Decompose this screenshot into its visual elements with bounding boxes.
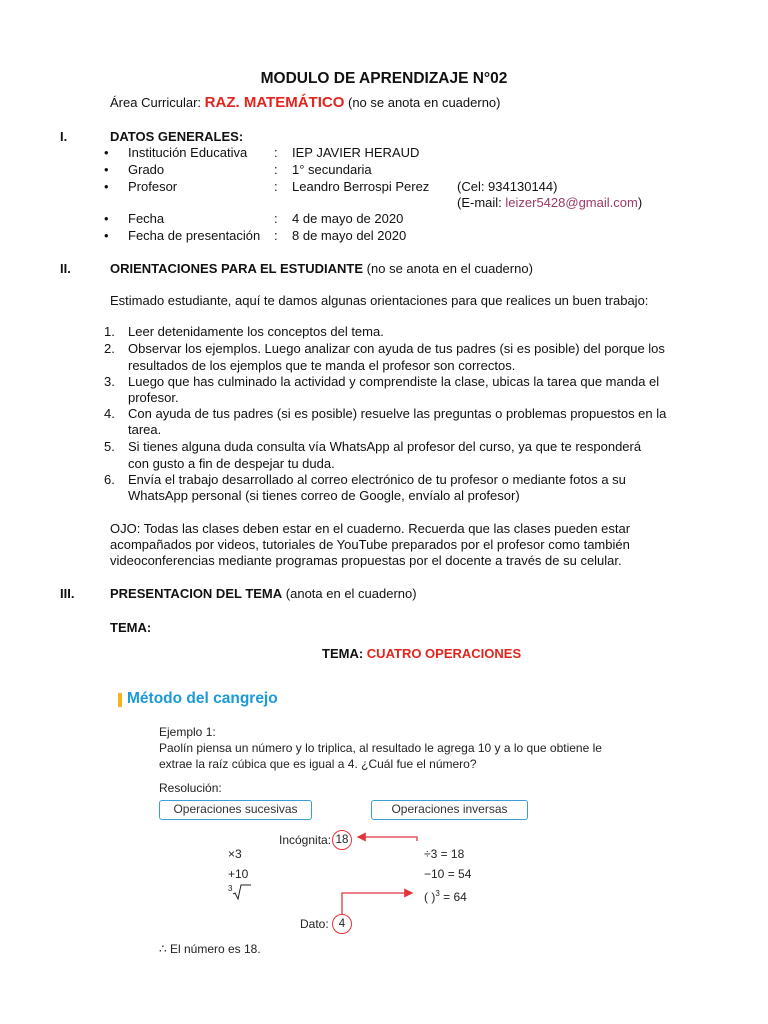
bullet: •	[104, 162, 109, 177]
item-text: Envía el trabajo desarrollado al correo electrónico de tu profesor o mediante fotos a su	[128, 472, 626, 487]
label-grado: Grado	[128, 162, 165, 177]
area-note: (no se anota en cuaderno)	[347, 95, 501, 110]
incognita-value: 18	[332, 830, 352, 850]
item-number: 6.	[104, 472, 115, 487]
colon: :	[274, 162, 278, 177]
label-fecha-presentacion: Fecha de presentación	[128, 228, 261, 243]
value-grado: 1° secundaria	[292, 162, 372, 177]
value-fecha-presentacion: 8 de mayo del 2020	[292, 228, 407, 243]
op-left-times3: ×3	[228, 847, 242, 861]
section-1-number: I.	[60, 129, 68, 144]
item-number: 1.	[104, 324, 115, 339]
method-title: Método del cangrejo	[127, 690, 278, 707]
section-2-heading-note: (no se anota en el cuaderno)	[366, 261, 533, 276]
tema-value: CUATRO OPERACIONES	[366, 646, 522, 661]
intro-text: Estimado estudiante, aquí te damos algunas orientaciones para que realices un buen trabajo:	[110, 293, 649, 308]
bullet: •	[104, 179, 109, 194]
problem-line-1: Paolín piensa un número y lo triplica, al resultado le agrega 10 y a lo que obtiene le	[159, 741, 602, 755]
item-text-cont: WhatsApp personal (si tienes correo de Google, envíalo al profesor)	[128, 488, 520, 503]
label-profesor: Profesor	[128, 179, 178, 194]
tema-center-label: TEMA:	[322, 646, 364, 661]
area-label: Área Curricular:	[110, 95, 202, 110]
ojo-line-2: acompañados por videos, tutoriales de YouTube preparados por el profesor como también	[110, 537, 630, 552]
section-2-number: II.	[60, 261, 71, 276]
item-number: 2.	[104, 341, 115, 356]
section-3-heading-note: (anota en el cuaderno)	[285, 586, 417, 601]
area-value: RAZ. MATEMÁTICO	[204, 94, 345, 111]
item-number: 3.	[104, 374, 115, 389]
item-text-cont: resultados de los ejemplos que te manda el profesor son correctos.	[128, 358, 516, 373]
tema-label: TEMA:	[110, 620, 152, 635]
arrow-to-incognita	[358, 837, 417, 841]
op-right-minus10: −10 = 54	[424, 867, 472, 881]
cube-root-index: 3	[228, 884, 233, 893]
colon: :	[274, 211, 278, 226]
conclusion-text: ∴ El número es 18.	[159, 942, 261, 956]
item-text-cont: tarea.	[128, 422, 162, 437]
item-text: Con ayuda de tus padres (si es posible) resuelve las preguntas o problemas propuestos en la	[128, 406, 667, 421]
cel-text: (Cel: 934130144)	[457, 179, 558, 194]
item-number: 5.	[104, 439, 115, 454]
bullet: •	[104, 228, 109, 243]
label-institucion: Institución Educativa	[128, 145, 248, 160]
dato-label: Dato:	[300, 917, 329, 931]
email-link[interactable]: leizer5428@gmail.com	[505, 195, 638, 210]
cube-root-icon	[232, 884, 252, 900]
section-3-number: III.	[60, 586, 75, 601]
dato-value: 4	[332, 914, 352, 934]
item-text: Luego que has culminado la actividad y comprendiste la clase, ubicas la tarea que manda el	[128, 374, 660, 389]
section-3-heading: PRESENTACION DEL TEMA	[110, 586, 283, 601]
section-1-heading: DATOS GENERALES:	[110, 129, 244, 144]
value-fecha: 4 de mayo de 2020	[292, 211, 404, 226]
incognita-label: Incógnita:	[279, 833, 332, 847]
item-text-cont: profesor.	[128, 390, 179, 405]
page-title: MODULO DE APRENDIZAJE N°02	[260, 70, 508, 87]
paren-expression: ( )	[424, 890, 436, 904]
item-text: Observar los ejemplos. Luego analizar con ayuda de tus padres (si es posible) del porque los	[128, 341, 665, 356]
cube-exponent: 3	[435, 889, 440, 898]
section-2-heading: ORIENTACIONES PARA EL ESTUDIANTE	[110, 261, 364, 276]
item-number: 4.	[104, 406, 115, 421]
item-text-cont: con gusto a fin de despejar tu duda.	[128, 456, 335, 471]
email-suffix: )	[637, 195, 643, 210]
successive-operations-box: Operaciones sucesivas	[159, 800, 312, 820]
item-text: Si tienes alguna duda consulta vía WhatsApp al profesor del curso, ya que te responderá	[128, 439, 642, 454]
colon: :	[274, 228, 278, 243]
ojo-line-3: videoconferencias mediante programas propuestas por el docente a través de su celular.	[110, 553, 622, 568]
bullet: •	[104, 211, 109, 226]
example-label: Ejemplo 1:	[159, 725, 216, 739]
op-right-cube	[424, 886, 467, 905]
value-institucion: IEP JAVIER HERAUD	[292, 145, 420, 160]
problem-line-2: extrae la raíz cúbica que es igual a 4. ¿Cuál fue el número?	[159, 757, 477, 771]
label-fecha: Fecha	[128, 211, 165, 226]
email-prefix: (E-mail:	[457, 195, 506, 210]
resolution-label: Resolución:	[159, 781, 222, 795]
item-text: Leer detenidamente los conceptos del tema.	[128, 324, 384, 339]
inverse-operations-box: Operaciones inversas	[371, 800, 528, 820]
ojo-line-1: OJO: Todas las clases deben estar en el cuaderno. Recuerda que las clases pueden estar	[110, 521, 631, 536]
op-left-plus10: +10	[228, 867, 249, 881]
bullet: •	[104, 145, 109, 160]
cube-result: = 64	[439, 890, 467, 904]
op-right-div3: ÷3 = 18	[424, 847, 465, 861]
colon: :	[274, 179, 278, 194]
value-profesor: Leandro Berrospi Perez	[292, 179, 430, 194]
arrow-from-dato	[342, 893, 412, 914]
colon: :	[274, 145, 278, 160]
